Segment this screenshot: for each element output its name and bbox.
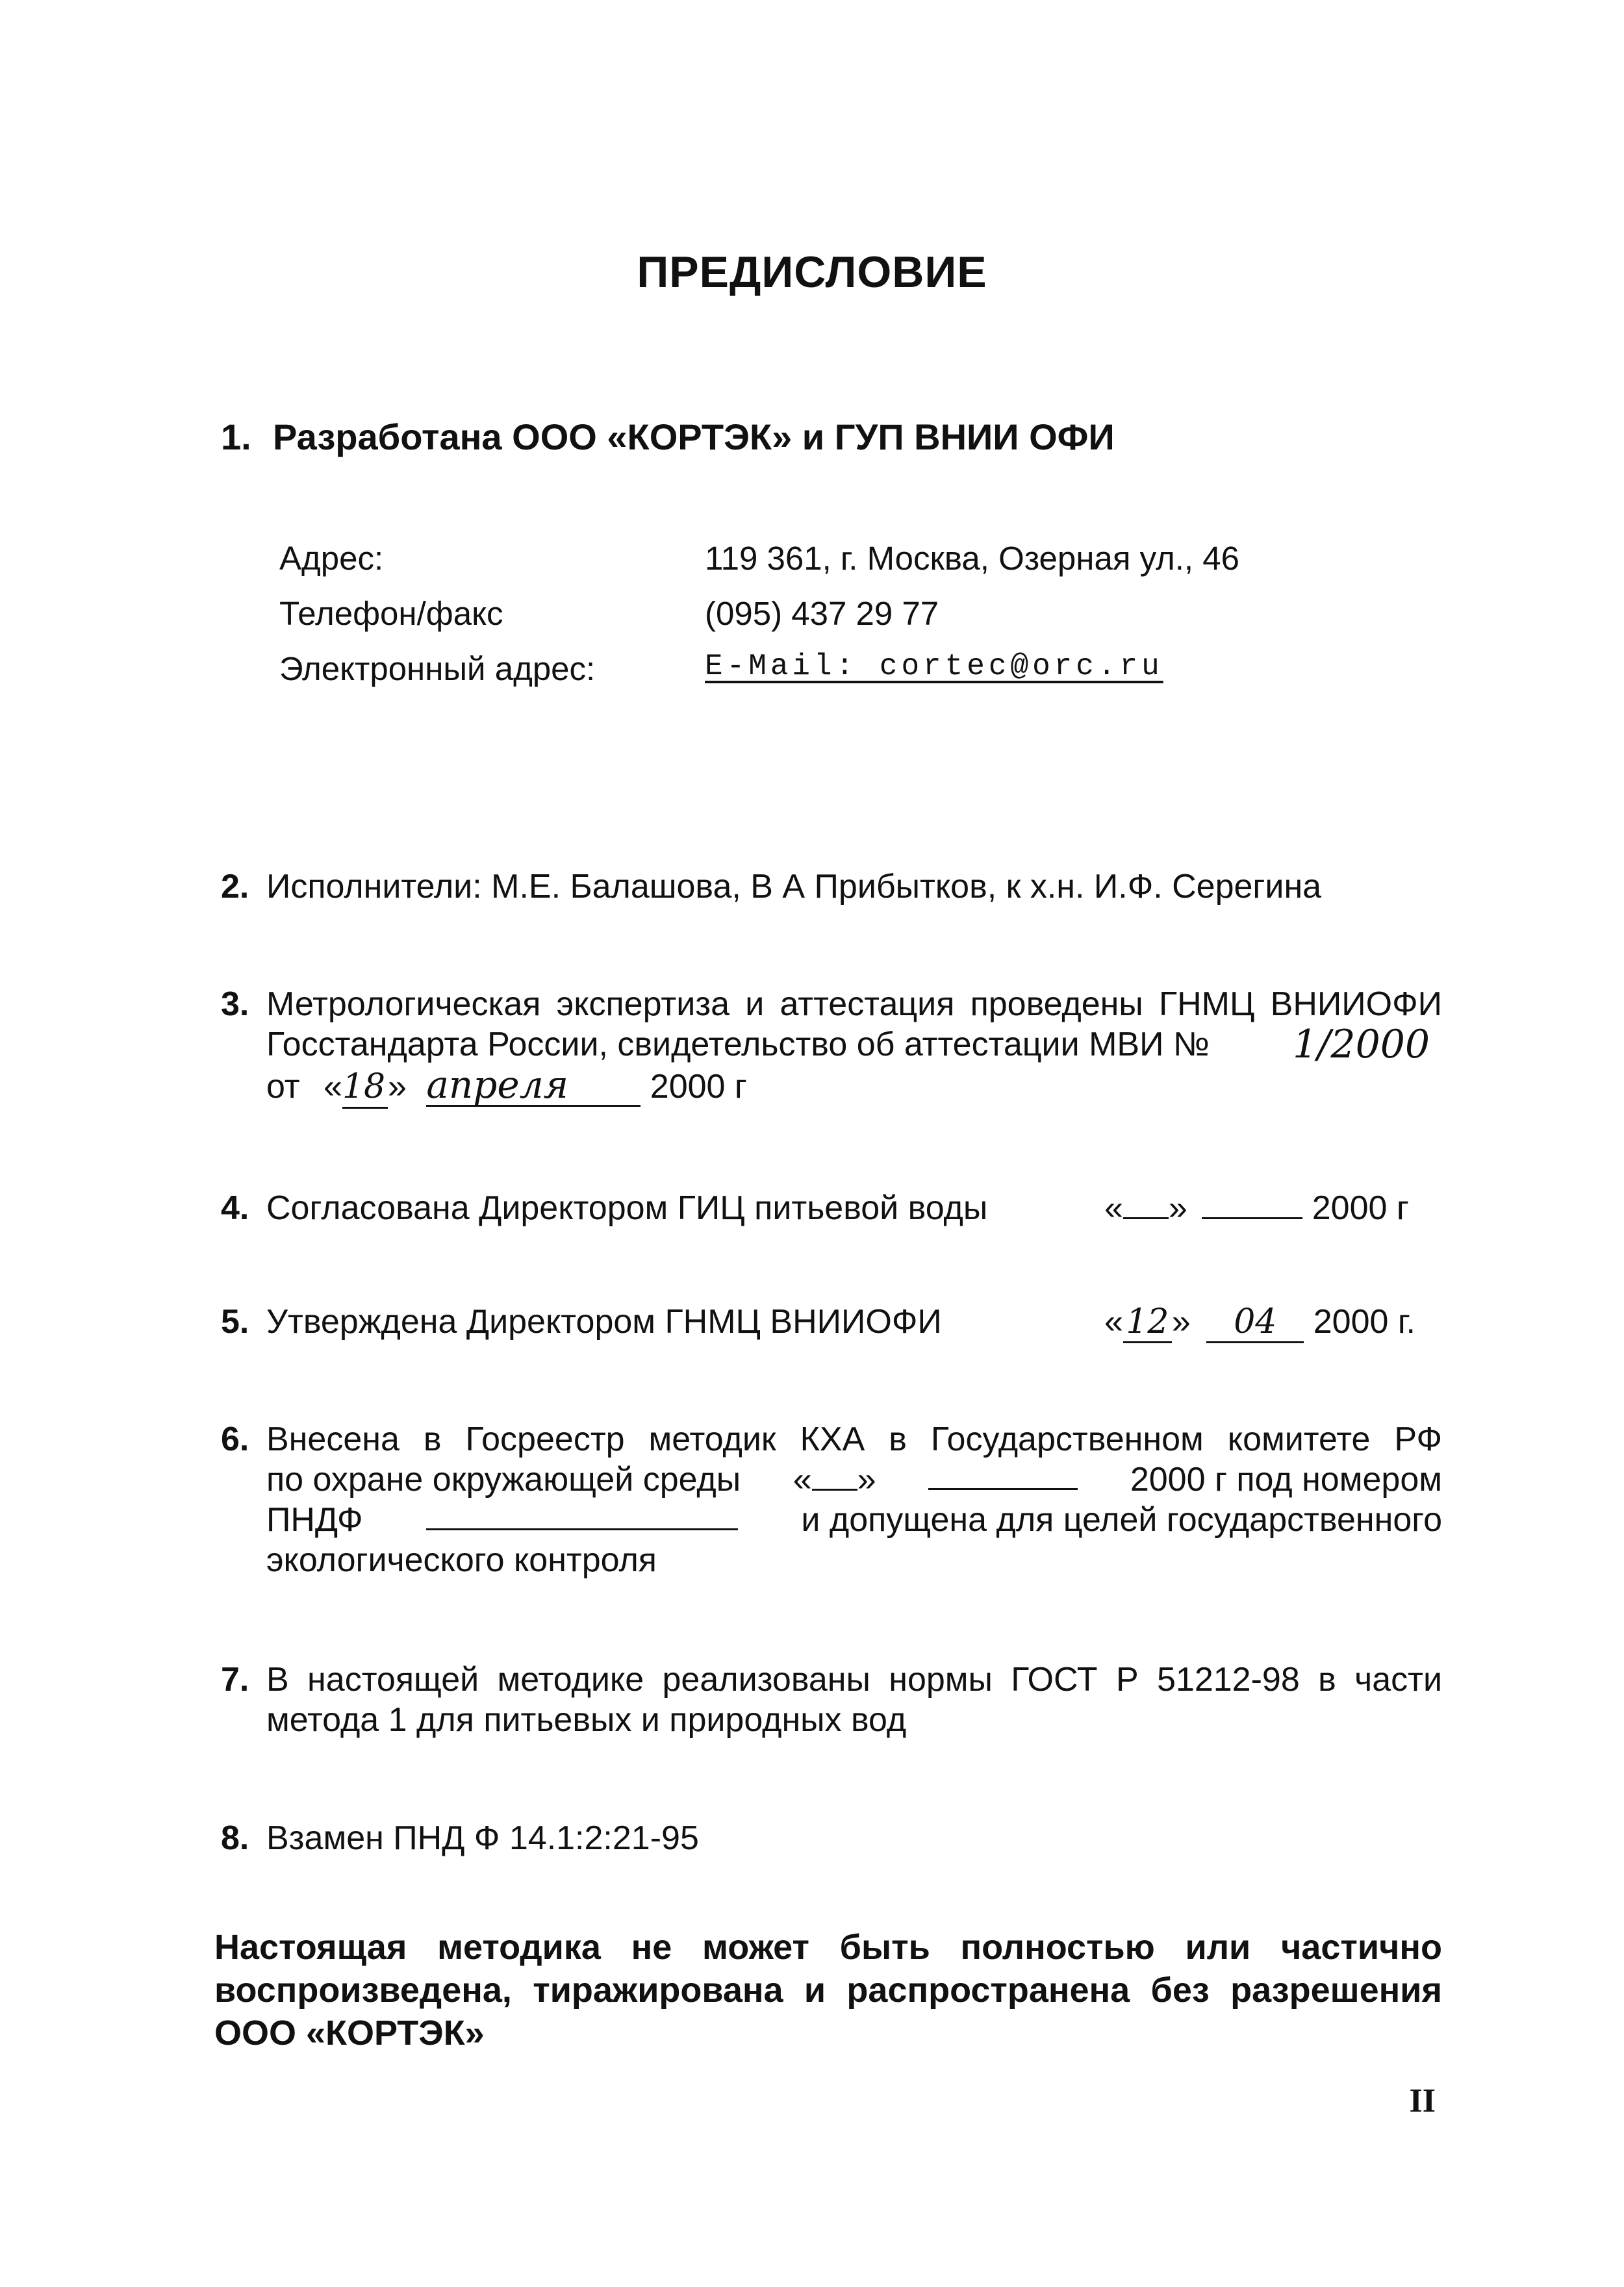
certificate-number: 1/2000 — [1293, 1022, 1430, 1067]
section-3-line-1: Метрологическая экспертиза и аттестация проведены ГНМЦ ВНИИОФИ — [266, 985, 1442, 1023]
section-8-text: Взамен ПНД Ф 14.1:2:21-95 — [266, 1819, 699, 1857]
section-6-line-2: по охране окружающей среды « » 2000 г под номером — [266, 1461, 1442, 1498]
approval-month-blank[interactable] — [1202, 1189, 1302, 1219]
registry-day-blank[interactable] — [812, 1460, 857, 1491]
section-4-date-suffix: 2000 г — [1312, 1189, 1409, 1227]
page-number: II — [1409, 2082, 1436, 2119]
address-value: 119 361, г. Москва, Озерная ул., 46 — [705, 540, 1239, 577]
address-label: Адрес: — [279, 540, 384, 577]
section-7 — [221, 1660, 1442, 1740]
section-6-line-3 — [266, 1500, 1442, 1540]
section-6-line-4: экологического контроля — [266, 1541, 657, 1579]
section-6-line-1: Внесена в Госреестр методик КХА в Государственном комитете РФ — [266, 1421, 1442, 1458]
approval-day-blank[interactable] — [1123, 1189, 1169, 1219]
email-label: Электронный адрес: — [279, 650, 596, 687]
section-4-text: Согласована Директором ГИЦ питьевой воды — [266, 1189, 988, 1227]
section-1-title: Разработана ООО «КОРТЭК» и ГУП ВНИИ ОФИ — [273, 416, 1115, 457]
section-4-number: 4. — [221, 1189, 249, 1227]
from-label: от — [266, 1068, 300, 1106]
registry-month-blank[interactable] — [928, 1459, 1078, 1490]
phone-value: (095) 437 29 77 — [705, 595, 939, 632]
section-3-line-2 — [266, 1024, 1442, 1065]
section-6-number: 6. — [221, 1421, 249, 1458]
section-5-text: Утверждена Директором ГНМЦ ВНИИОФИ — [266, 1303, 942, 1341]
phone-label: Телефон/факс — [279, 595, 503, 632]
section-6-line-2-text: по охране окружающей среды — [266, 1461, 741, 1498]
certificate-day: 18 — [342, 1067, 388, 1109]
certificate-year: 2000 г — [650, 1068, 747, 1106]
section-8 — [221, 1819, 699, 1858]
email-link[interactable]: E-Mail: cortec@orc.ru — [705, 650, 1163, 683]
section-5-number: 5. — [221, 1303, 249, 1341]
section-6 — [221, 1419, 1442, 1580]
certificate-month: апреля — [426, 1065, 641, 1107]
section-2-number: 2. — [221, 868, 249, 905]
section-6-line-2-suffix: 2000 г под номером — [1130, 1461, 1442, 1498]
section-3-number: 3. — [221, 985, 249, 1023]
section-4-date: « » 2000 г — [1104, 1189, 1409, 1227]
pndf-number-blank[interactable] — [426, 1500, 738, 1530]
section-3 — [221, 984, 1442, 1109]
section-6-line-3-text: и допущена для целей государственного — [801, 1501, 1442, 1539]
section-7-line-1: В настоящей методике реализованы нормы ГОСТ Р 51212-98 в части — [266, 1661, 1442, 1699]
section-8-number: 8. — [221, 1819, 249, 1857]
approved-day: 12 — [1123, 1302, 1172, 1343]
approved-month: 04 — [1206, 1302, 1304, 1343]
section-7-line-2: метода 1 для питьевых и природных вод — [266, 1701, 907, 1739]
copyright-notice: Настоящая методика не может быть полностью или частично воспроизведена, тиражирована и распространена без разрешения ООО «КОРТЭК» — [214, 1928, 1442, 2053]
section-1-number: 1. — [221, 416, 251, 457]
section-7-number: 7. — [221, 1661, 249, 1699]
certificate-text: Госстандарта России, свидетельство об аттестации МВИ № — [266, 1026, 1210, 1063]
pndf-label: ПНДФ — [266, 1501, 363, 1539]
section-5-date: «12» 04 2000 г. — [1104, 1302, 1415, 1343]
section-5-date-suffix: 2000 г. — [1313, 1303, 1415, 1341]
section-5 — [221, 1302, 942, 1341]
section-3-line-3: от «18» апреля 2000 г — [266, 1065, 1442, 1109]
section-4 — [221, 1189, 987, 1228]
section-2 — [221, 867, 1321, 906]
section-2-text: Исполнители: М.Е. Балашова, В А Прибытков, к х.н. И.Ф. Серегина — [266, 868, 1322, 905]
section-1-heading — [221, 416, 1115, 458]
page-title: ПРЕДИСЛОВИЕ — [637, 247, 987, 297]
